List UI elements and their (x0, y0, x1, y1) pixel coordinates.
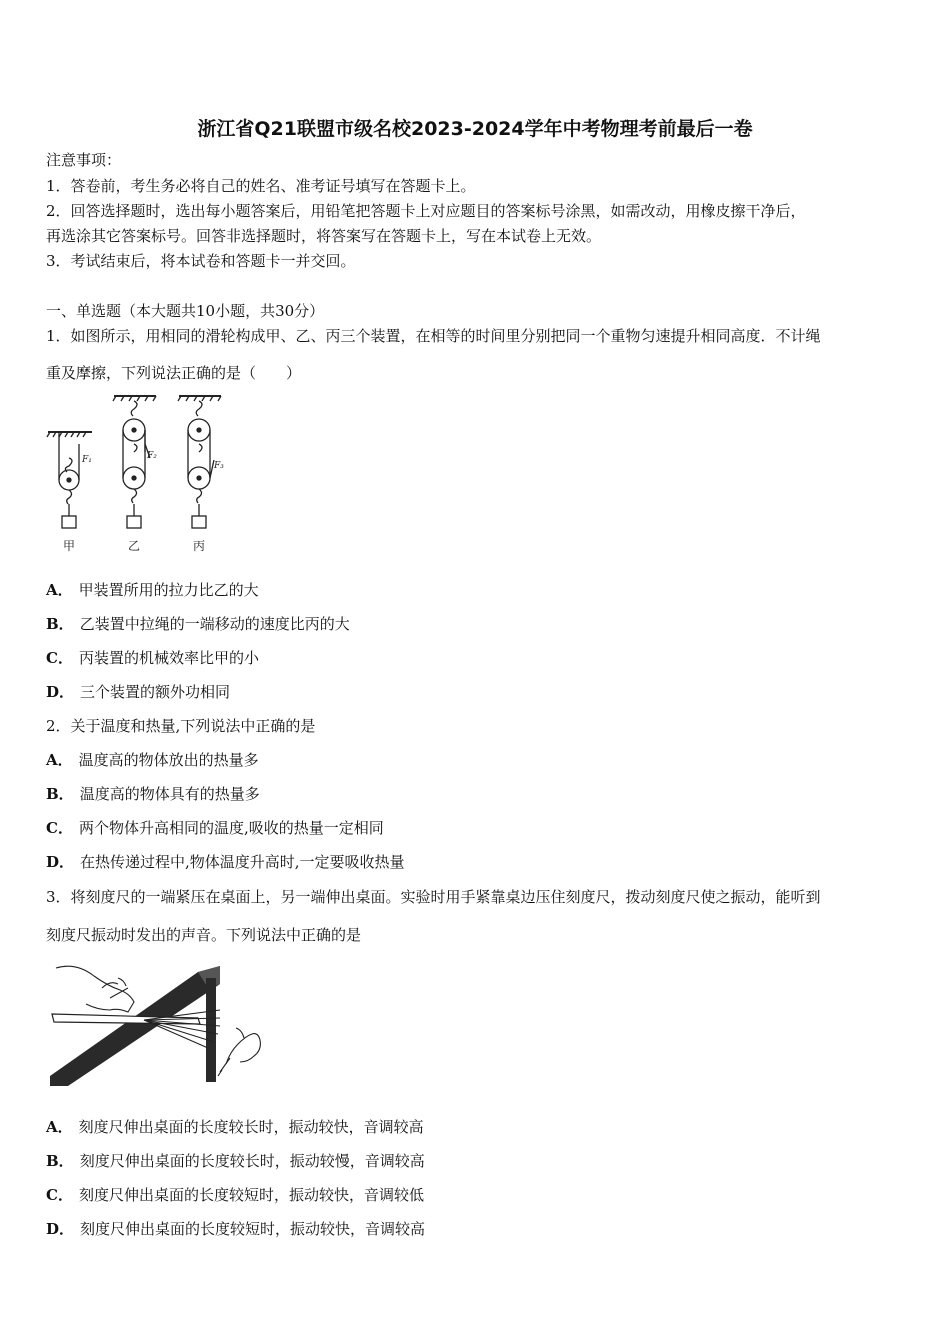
pulley-figure (44, 392, 244, 558)
notice-item: 3．考试结束后，将本试卷和答题卡一并交回。 (46, 252, 356, 270)
option-text: 两个物体升高相同的温度,吸收的热量一定相同 (78, 819, 384, 837)
option-letter: C． (46, 819, 73, 837)
option-text: 温度高的物体放出的热量多 (78, 751, 259, 769)
q2-option-b (46, 784, 260, 804)
option-text: 在热传递过程中,物体温度升高时,一定要吸收热量 (80, 853, 405, 871)
option-letter: A． (46, 751, 73, 769)
force-label-f3: F₃ (214, 461, 224, 471)
q3-option-a (46, 1117, 424, 1137)
option-text: 丙装置的机械效率比甲的小 (78, 649, 259, 667)
option-text: 刻度尺伸出桌面的长度较短时，振动较快，音调较高 (80, 1220, 426, 1238)
q3-option-d (46, 1219, 425, 1239)
option-text: 乙装置中拉绳的一端移动的速度比丙的大 (79, 615, 350, 633)
q2-option-d (46, 852, 405, 872)
option-letter: B． (46, 785, 74, 803)
option-text: 甲装置所用的拉力比乙的大 (78, 581, 259, 599)
option-text: 刻度尺伸出桌面的长度较长时，振动较慢，音调较高 (79, 1152, 425, 1170)
ruler-table-figure (48, 958, 268, 1088)
notice-heading: 注意事项： (46, 151, 122, 169)
force-label-f1: F₁ (82, 455, 92, 465)
q1-option-c (46, 648, 259, 668)
notice-item: 1．答卷前，考生务必将自己的姓名、准考证号填写在答题卡上。 (46, 177, 476, 195)
q1-stem: 重及摩擦，下列说法正确的是（ ） (46, 364, 302, 382)
option-letter: A． (46, 1118, 73, 1136)
q2-option-a (46, 750, 259, 770)
figure-label-bing: 丙 (193, 539, 206, 553)
option-text: 刻度尺伸出桌面的长度较短时，振动较快，音调较低 (78, 1186, 424, 1204)
option-text: 三个装置的额外功相同 (80, 683, 231, 701)
q1-option-d (46, 682, 230, 702)
q2-option-c (46, 818, 384, 838)
page-title: 浙江省Q21联盟市级名校2023-2024学年中考物理考前最后一卷 (197, 118, 753, 140)
option-letter: C． (46, 1186, 73, 1204)
option-text: 温度高的物体具有的热量多 (79, 785, 260, 803)
q3-option-b (46, 1151, 425, 1171)
force-label-f2: F₂ (147, 451, 157, 461)
notice-item: 2．回答选择题时，选出每小题答案后，用铅笔把答题卡上对应题目的答案标号涂黑，如需改动，用橡皮擦干净后， (46, 202, 806, 220)
option-letter: D． (46, 853, 75, 871)
figure-label-jia: 甲 (63, 539, 76, 553)
q3-option-c (46, 1185, 424, 1205)
q3-stem: 刻度尺振动时发出的声音。下列说法中正确的是 (46, 926, 362, 944)
option-letter: A． (46, 581, 73, 599)
figure-label-yi: 乙 (128, 539, 141, 553)
option-letter: C． (46, 649, 73, 667)
option-text: 刻度尺伸出桌面的长度较长时，振动较快，音调较高 (78, 1118, 424, 1136)
q1-stem: 1．如图所示，用相同的滑轮构成甲、乙、丙三个装置，在相等的时间里分别把同一个重物匀速提升相同高度．不计绳 (46, 327, 821, 345)
option-letter: D． (46, 683, 75, 701)
option-letter: B． (46, 1152, 74, 1170)
option-letter: B． (46, 615, 74, 633)
notice-item: 再选涂其它答案标号。回答非选择题时，将答案写在答题卡上，写在本试卷上无效。 (46, 227, 602, 245)
q3-stem: 3．将刻度尺的一端紧压在桌面上，另一端伸出桌面。实验时用手紧靠桌边压住刻度尺，拨动刻度尺使之振动，能听到 (46, 888, 821, 906)
q1-option-b (46, 614, 350, 634)
q1-option-a (46, 580, 259, 600)
q2-stem: 2．关于温度和热量,下列说法中正确的是 (46, 717, 316, 735)
section-heading: 一、单选题（本大题共10小题，共30分） (46, 302, 325, 320)
option-letter: D． (46, 1220, 75, 1238)
